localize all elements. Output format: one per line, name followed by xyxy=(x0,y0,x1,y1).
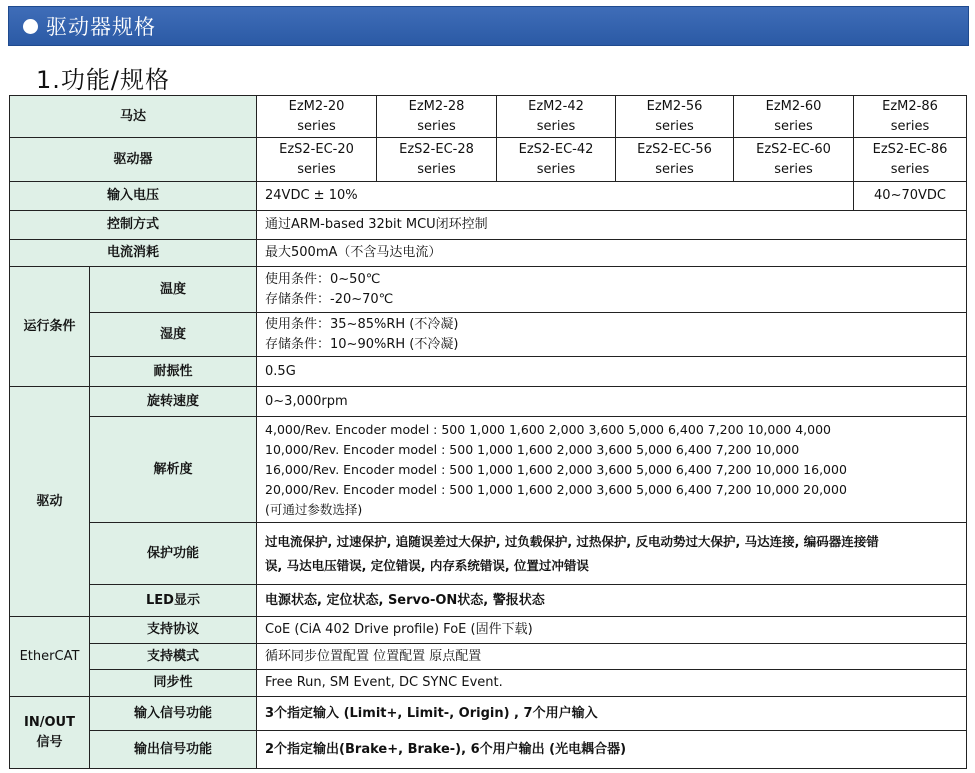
drive-label: 驱动 xyxy=(10,387,90,617)
resolution-line: 16,000/Rev. Encoder model : 500 1,000 1,600 2,000 3,600 5,000 6,400 7,200 10,000 16,000 xyxy=(265,461,847,477)
motor-model-cell xyxy=(257,96,377,138)
resolution-line: 10,000/Rev. Encoder model : 500 1,000 1,600 2,000 3,600 5,000 6,400 7,200 10,000 xyxy=(265,441,800,457)
output-signal-label: 输出信号功能 xyxy=(90,731,257,769)
model-name: EzS2-EC-28 xyxy=(399,141,474,157)
banner-title: 驱动器规格 xyxy=(46,15,156,39)
driver-model-cell xyxy=(377,138,497,182)
model-name: EzM2-20 xyxy=(288,98,345,114)
model-sub: series xyxy=(890,161,930,177)
input-signal-value: 3个指定输入 (Limit+, Limit-, Origin) , 7个用户输入 xyxy=(257,697,967,731)
led-row xyxy=(10,585,967,617)
resolution-label: 解析度 xyxy=(90,417,257,523)
led-value: 电源状态, 定位状态, Servo-ON状态, 警报状态 xyxy=(257,585,967,617)
input-voltage-label: 输入电压 xyxy=(10,182,257,211)
model-name: EzM2-86 xyxy=(882,98,938,114)
section-banner xyxy=(8,6,969,46)
protocol-label: 支持协议 xyxy=(90,617,257,644)
temperature-label: 温度 xyxy=(90,267,257,313)
motor-label: 马达 xyxy=(10,96,257,138)
model-sub: series xyxy=(890,118,930,134)
bullet-icon xyxy=(23,19,38,34)
motor-model-cell xyxy=(616,96,734,138)
motor-row xyxy=(10,96,967,138)
model-sub: series xyxy=(417,118,456,134)
driver-model-cell xyxy=(734,138,854,182)
output-signal-value: 2个指定输出(Brake+, Brake-), 6个用户输出 (光电耦合器) xyxy=(257,731,967,769)
motor-model-cell xyxy=(497,96,616,138)
model-name: EzS2-EC-86 xyxy=(872,141,948,157)
spec-table xyxy=(9,95,967,769)
resolution-line: 4,000/Rev. Encoder model : 500 1,000 1,600 2,000 3,600 5,000 6,400 7,200 10,000 4,000 xyxy=(265,421,831,437)
protection-line: 过电流保护, 过速保护, 追随误差过大保护, 过负载保护, 过热保护, 反电动势过大保护, 马达连接, 编码器连接错 xyxy=(265,533,879,549)
operating-label: 运行条件 xyxy=(10,267,90,387)
vibration-value: 0.5G xyxy=(257,357,967,387)
driver-model-cell xyxy=(616,138,734,182)
mode-row xyxy=(10,644,967,670)
speed-label: 旋转速度 xyxy=(90,387,257,417)
led-label: LED显示 xyxy=(90,585,257,617)
vibration-label: 耐振性 xyxy=(90,357,257,387)
output-signal-row xyxy=(10,731,967,769)
model-name: EzS2-EC-60 xyxy=(756,141,831,157)
model-name: EzM2-60 xyxy=(765,98,822,114)
model-sub: series xyxy=(655,118,694,134)
resolution-line: 20,000/Rev. Encoder model : 500 1,000 1,600 2,000 3,600 5,000 6,400 7,200 10,000 20,000 xyxy=(265,481,847,497)
mode-value: 循环同步位置配置 位置配置 原点配置 xyxy=(257,644,967,670)
current-value: 最大500mA（不含马达电流） xyxy=(257,240,967,267)
sync-value: Free Run, SM Event, DC SYNC Event. xyxy=(257,670,967,697)
temperature-line: 使用条件：0~50℃ xyxy=(265,271,381,287)
temperature-row xyxy=(10,267,967,313)
control-method-value: 通过ARM-based 32bit MCU闭环控制 xyxy=(257,211,967,240)
io-label-line: IN/OUT xyxy=(24,714,75,730)
model-sub: series xyxy=(536,161,576,177)
model-sub: series xyxy=(297,118,336,134)
protection-line: 误, 马达电压错误, 定位错误, 内存系统错误, 位置过冲错误 xyxy=(265,557,589,573)
model-sub: series xyxy=(417,161,456,177)
input-voltage-86-value: 40~70VDC xyxy=(854,182,967,211)
model-sub: series xyxy=(774,118,813,134)
protection-label: 保护功能 xyxy=(90,523,257,585)
humidity-line: 使用条件：35~85%RH (不冷凝) xyxy=(265,316,459,332)
humidity-row xyxy=(10,313,967,357)
resolution-value xyxy=(257,417,967,523)
input-signal-row xyxy=(10,697,967,731)
ethercat-label: EtherCAT xyxy=(10,617,90,697)
model-name: EzM2-28 xyxy=(408,98,465,114)
current-row xyxy=(10,240,967,267)
mode-label: 支持模式 xyxy=(90,644,257,670)
io-label xyxy=(10,697,90,769)
driver-model-cell xyxy=(497,138,616,182)
protection-row xyxy=(10,523,967,585)
speed-value: 0~3,000rpm xyxy=(257,387,967,417)
protocol-value: CoE (CiA 402 Drive profile) FoE (固件下载) xyxy=(257,617,967,644)
protection-value xyxy=(257,523,967,585)
temperature-value xyxy=(257,267,967,313)
sync-row xyxy=(10,670,967,697)
motor-model-cell xyxy=(734,96,854,138)
current-label: 电流消耗 xyxy=(10,240,257,267)
model-name: EzM2-42 xyxy=(528,98,584,114)
vibration-row xyxy=(10,357,967,387)
model-name: EzS2-EC-20 xyxy=(279,141,354,157)
input-voltage-value: 24VDC ± 10% xyxy=(257,182,854,211)
temperature-line: 存储条件：-20~70℃ xyxy=(265,291,394,307)
resolution-row xyxy=(10,417,967,523)
input-signal-label: 输入信号功能 xyxy=(90,697,257,731)
motor-model-cell xyxy=(377,96,497,138)
control-method-label: 控制方式 xyxy=(10,211,257,240)
humidity-value xyxy=(257,313,967,357)
sync-label: 同步性 xyxy=(90,670,257,697)
model-sub: series xyxy=(297,161,336,177)
humidity-line: 存储条件：10~90%RH (不冷凝) xyxy=(265,336,459,352)
model-name: EzM2-56 xyxy=(646,98,703,114)
model-sub: series xyxy=(536,118,576,134)
model-sub: series xyxy=(774,161,813,177)
driver-row xyxy=(10,138,967,182)
input-voltage-row xyxy=(10,182,967,211)
control-method-row xyxy=(10,211,967,240)
resolution-line: (可通过参数选择) xyxy=(265,501,363,517)
section-title: 1.功能/规格 xyxy=(36,66,170,94)
io-label-line: 信号 xyxy=(36,734,63,750)
driver-model-cell xyxy=(257,138,377,182)
driver-model-cell xyxy=(854,138,967,182)
speed-row xyxy=(10,387,967,417)
model-name: EzS2-EC-42 xyxy=(518,141,594,157)
model-sub: series xyxy=(655,161,694,177)
model-name: EzS2-EC-56 xyxy=(637,141,712,157)
humidity-label: 湿度 xyxy=(90,313,257,357)
motor-model-cell xyxy=(854,96,967,138)
driver-label: 驱动器 xyxy=(10,138,257,182)
protocol-row xyxy=(10,617,967,644)
